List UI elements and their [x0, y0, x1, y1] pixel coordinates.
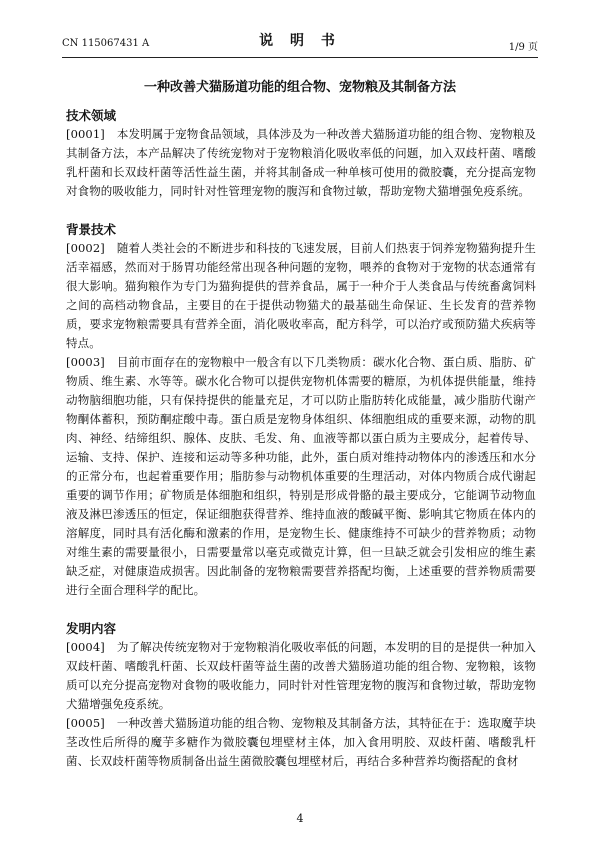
- document-number: CN 115067431 A: [62, 38, 150, 49]
- paragraph-text: 本发明属于宠物食品领域，具体涉及为一种改善犬猫肠道功能的组合物、宠物粮及其制备方法，本产品解决了传统宠物对于宠物粮消化吸收率低的问题，加入双歧杆菌、嗜酸乳杆菌和长双歧杆菌等活性益生菌，并将其制备成一种单核可使用的微胶囊，充分提高宠物对食物的吸收能力，同时针对性管理宠物的腹泻和食物过敏，帮助宠物犬猫增强免疫系统。: [66, 127, 536, 198]
- document-title: 一种改善犬猫肠道功能的组合物、宠物粮及其制备方法: [143, 80, 456, 95]
- section-heading: 发明内容: [66, 621, 117, 636]
- document-type: 说 明 书: [259, 33, 341, 49]
- paragraph-text: 目前市面存在的宠物粮中一般含有以下几类物质：碳水化合物、蛋白质、脂肪、矿物质、维生素、水等等。碳水化合物可以提供宠物机体需要的糖原，为机体提供能量，维持动物脑细胞功能，只有保持提供的能量充足，才可以防止脂肪转化成能量，减少脂肪代谢产物酮体蓄积，预防酮症酸中毒。蛋白质是宠物身体组织、体细胞组成的重要来源，动物的肌肉、神经、结缔组织、腺体、皮肤、毛发、角、血液等都以蛋白质为主要成分，起着传导、运输、支持、保护、连接和运动等多种功能，此外，蛋白质对维持动物体内的渗透压和水分的正常分布，也起着重要作用；脂肪参与动物机体重要的生理活动，对体内物质合成代谢起重要的调节作用；矿物质是体细胞和组织，特别是形成骨骼的最主要成分，它能调节动物血液及淋巴渗透压的恒定，保证细胞获得营养、维持血液的酸碱平衡、影响其它物质在体内的溶解度，同时具有活化酶和激素的作用，是宠物生长、健康维持不可缺少的营养物质；动物对维生素的需要量很小，日需要量常以毫克或微克计算，但一旦缺乏就会引发相应的维生素缺乏症，对健康造成损害。因此制备的宠物粮需要营养搭配均衡，上述重要的营养物质需要进行全面合理科学的配比。: [66, 355, 536, 597]
- paragraph-number: [0001]: [66, 127, 105, 141]
- section-summary: [66, 619, 536, 771]
- paragraph: [66, 125, 536, 201]
- page-header: [62, 30, 538, 54]
- header-rule: [62, 57, 538, 58]
- section-heading: 背景技术: [66, 222, 117, 237]
- paragraph-number: [0002]: [66, 241, 105, 255]
- paragraph-number: [0003]: [66, 355, 105, 369]
- page-of-total: 1/9 页: [508, 42, 538, 53]
- paragraph: [66, 638, 536, 714]
- paragraph: [66, 714, 536, 771]
- paragraph: [66, 239, 536, 353]
- paragraph-number: [0005]: [66, 716, 105, 730]
- document-body: [66, 106, 536, 771]
- paragraph-text: 为了解决传统宠物对于宠物粮消化吸收率低的问题，本发明的目的是提供一种加入双歧杆菌、嗜酸乳杆菌、长双歧杆菌等益生菌的改善犬猫肠道功能的组合物、宠物粮，该物质可以充分提高宠物对食物的吸收能力，同时针对性管理宠物的腹泻和食物过敏，帮助宠物犬猫增强免疫系统。: [66, 640, 536, 711]
- section-heading: 技术领域: [66, 108, 117, 123]
- page-number: 4: [296, 812, 304, 825]
- paragraph-text: 一种改善犬猫肠道功能的组合物、宠物粮及其制备方法，其特征在于：选取魔芋块茎改性后所得的魔芋多糖作为微胶囊包埋壁材主体，加入食用明胶、双歧杆菌、嗜酸乳杆菌、长双歧杆菌等物质制备出益生菌微胶囊包埋壁材后，再结合多种营养均衡搭配的食材: [66, 716, 536, 768]
- section-background: [66, 220, 536, 600]
- paragraph: [66, 353, 536, 600]
- paragraph-text: 随着人类社会的不断进步和科技的飞速发展，目前人们热衷于饲养宠物猫狗提升生活幸福感，然而对于肠胃功能经常出现各种问题的宠物，喂养的食物对于宠物的状态通常有很大影响。猫狗粮作为专门为猫狗提供的营养食品，属于一种介于人类食品与传统畜禽饲料之间的高档动物食品，主要目的在于提供动物猫犬的最基础生命保证、生长发育的营养物质，要求宠物粮需要具有营养全面，消化吸收率高，配方科学，可以治疗或预防猫犬疾病等特点。: [66, 241, 536, 350]
- section-technical-field: [66, 106, 536, 201]
- paragraph-number: [0004]: [66, 640, 105, 654]
